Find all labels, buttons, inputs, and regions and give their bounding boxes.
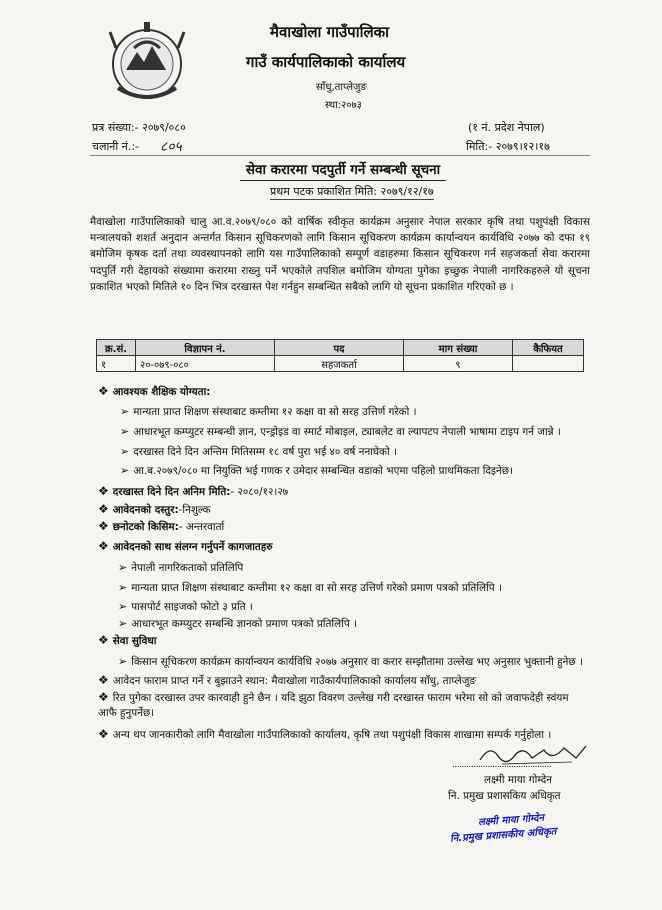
column-header: माग संख्या bbox=[404, 340, 513, 356]
table-row bbox=[97, 356, 584, 372]
signatory-title: नि. प्रमुख प्रशासकिय अधिकृत bbox=[448, 790, 561, 802]
deadline-label: दरखास्त दिने दिन अनिम मिति: bbox=[112, 486, 231, 498]
list-item-text: मान्यता प्राप्त शिक्षण संस्थाबाट कम्तीमा १२ कक्षा वा सो सरह उत्तिर्ण गरेको । bbox=[133, 406, 417, 418]
list-item-text: किसान सूचिकरण कार्यक्रम कार्यान्वयन कार्यविधि २०७७ अनुसार वा करार सम्झौतामा उल्लेख भए अनुसार भुक्तानी हुनेछ । bbox=[131, 656, 583, 668]
list-item bbox=[118, 616, 588, 632]
list-item bbox=[120, 424, 590, 440]
diamond-bullet-icon: ❖ bbox=[98, 484, 109, 498]
selection-value: - अन्तरवार्ता bbox=[178, 521, 225, 533]
stamp-title: नि.प्रमुख प्रशासकीय अधिकृत bbox=[449, 826, 557, 845]
list-item bbox=[118, 580, 588, 596]
diamond-bullet-icon: ❖ bbox=[98, 727, 109, 741]
signature-line: .......................................... bbox=[452, 760, 552, 770]
municipality-name: मैवाखोला गाउँपालिका bbox=[270, 23, 390, 41]
table-cell: ९ bbox=[404, 356, 513, 372]
notice-body: मैवाखोला गाउँपालिकाको चालु आ.व.२०७९/०८० को वार्षिक स्वीकृत कार्यक्रम अनुसार नेपाल सरकार कृषि तथा पशुपंक्षी विकास मन्त्रालयको शशर्त अनुदान अन्तर्गत किसान सूचिकरणको लागि किसान सूचिकरण कार्यक्रम कार्यान्वयन कार्यविधि २०७७ को दफा १९ बमोजिम कृषक दर्ता तथा व्यवस्थापनको लागि यस गाउँपालिकाको सम्पूर्ण वडाहरुमा किसान सूचिकरण गर्न सहजकर्ता सेवा करारमा पदपुर्ति गरी देहायको संख्यामा करारमा राख्नु पर्ने भएकोले तपशिल बमोजिम योग्यता पुगेका इच्छुक नेपाली नागरिकहरुले यो सूचना प्रकाशित भएको मितिले १० दिन भित्र दरखास्त पेश गर्नहुन सम्बन्धित सबैको लागि यो सूचना प्रकाशित गरिएको छ । bbox=[90, 216, 590, 293]
column-header: विज्ञापन नं. bbox=[136, 340, 275, 356]
list-item bbox=[120, 463, 590, 479]
letter-number: प्रत्र संख्या:- २०७९/०८० bbox=[92, 121, 186, 134]
table-header-row bbox=[97, 340, 584, 356]
note-text: आवेदन फाराम प्राप्त गर्ने र बुझाउने स्थान: मैवाखोला गाउँकार्यपालिकाको कार्यालय साँधु, ताप्लेजुङ bbox=[112, 675, 477, 687]
arrow-bullet-icon: ➢ bbox=[120, 464, 130, 477]
office-name: गाउँ कार्यपालिकाको कार्यालय bbox=[246, 53, 406, 71]
documents-heading bbox=[98, 539, 273, 555]
dispatch-number-label: चलानी नं.:- bbox=[92, 140, 140, 153]
list-item-text: नेपाली नागरिकताको प्रतिलिपि bbox=[131, 562, 244, 574]
selection-label: छनोटको किसिम: bbox=[112, 521, 179, 533]
list-item-text: आधारभूत कम्प्युटर सम्बन्धि ज्ञानको प्रमाण पत्रको प्रतिलिपि । bbox=[131, 618, 357, 630]
table-cell bbox=[513, 356, 584, 372]
stamp-name: लक्ष्मी माया गोम्देन bbox=[477, 812, 545, 829]
arrow-bullet-icon: ➢ bbox=[118, 655, 128, 668]
list-item bbox=[120, 404, 590, 420]
list-item bbox=[118, 599, 588, 615]
province-label: (१ नं. प्रदेश नेपाल) bbox=[468, 121, 545, 134]
fee-label: आवेदनको दस्तुर: bbox=[112, 504, 179, 516]
arrow-bullet-icon: ➢ bbox=[120, 445, 130, 458]
deadline-value: - २०८०/१२।२७ bbox=[230, 486, 289, 498]
table-cell: सहजकर्ता bbox=[275, 356, 404, 372]
list-item-text: आधारभूत कम्प्युटर सम्बन्धी ज्ञान, एन्ड्रोइड वा स्मार्ट मोबाइल, ट्याबलेट वा ल्यापटप नेपाली भाषामा टाइप गर्न जान्ने । bbox=[133, 426, 561, 438]
arrow-bullet-icon: ➢ bbox=[120, 405, 130, 418]
arrow-bullet-icon: ➢ bbox=[120, 425, 130, 438]
table-cell: १ bbox=[97, 356, 136, 372]
arrow-bullet-icon: ➢ bbox=[118, 581, 128, 594]
signatory-name: लक्ष्मी माया गोम्देन bbox=[484, 774, 552, 786]
facility-heading-text: सेवा सुविधा bbox=[112, 635, 157, 647]
header-divider bbox=[90, 155, 590, 156]
column-header: पद bbox=[275, 340, 404, 356]
established-year: स्था:२०७३ bbox=[325, 100, 362, 111]
fee-line bbox=[98, 502, 211, 518]
list-item bbox=[118, 560, 588, 576]
list-item-text: मान्यता प्राप्त शिक्षण संस्थाबाट कम्तीमा १२ कक्षा वा सो सरह उत्तिर्ण गरेको प्रमाण पत्रको प्रतिलिपि । bbox=[131, 582, 502, 594]
fee-value: -निशुल्क bbox=[178, 504, 211, 516]
note-text: अन्य थप जानकारीको लागि मैवाखोला गाउँपालिकाको कार्यालय, कृषि तथा पशुपंक्षी विकास शाखामा सम्पर्क गर्नुहोला । bbox=[112, 729, 552, 741]
nepal-emblem-logo bbox=[104, 18, 190, 108]
column-header: कैफियत bbox=[513, 340, 584, 356]
list-item bbox=[118, 654, 593, 670]
selection-line bbox=[98, 519, 224, 535]
notice-title-wrap bbox=[240, 160, 446, 181]
qualification-heading bbox=[98, 384, 210, 400]
list-item-text: पासपोर्ट साइजको फोटो ३ प्रति । bbox=[131, 601, 253, 613]
facility-heading bbox=[98, 633, 156, 649]
table-cell: २०-०७९-०८० bbox=[136, 356, 275, 372]
diamond-bullet-icon: ❖ bbox=[98, 633, 109, 647]
letter-date: मिति:- २०७९।१२।१७ bbox=[466, 140, 550, 153]
diamond-bullet-icon: ❖ bbox=[98, 673, 109, 687]
notice-title: सेवा करारमा पदपुर्ती गर्ने सम्बन्धी सूचना bbox=[240, 160, 446, 181]
diamond-bullet-icon: ❖ bbox=[98, 519, 109, 533]
column-header: क्र.सं. bbox=[97, 340, 136, 356]
list-item-text: आ.ब.२०७९/०८० मा नियुक्ति भई गणक र उमेदार सम्बन्धित वडाको भएमा पहिलो प्राथमिकता दिइनेछ। bbox=[133, 465, 514, 477]
note-text: रित पुगेका दरखास्त उपर कारवाही हुने छैन । यदि झुठा विवरण उल्लेख गरी दरखास्त फाराम भरेमा सो को जवाफदेही स्वंयम आफै हुनुपर्नेछ। bbox=[98, 692, 569, 719]
list-item bbox=[120, 444, 590, 460]
deadline-line bbox=[98, 484, 288, 500]
dispatch-number-handwritten: ८०५ bbox=[160, 139, 182, 155]
diamond-bullet-icon: ❖ bbox=[98, 539, 109, 553]
list-item-text: दरखास्त दिने दिन अन्तिम मितिसम्म १८ वर्ष पुरा भई ४० वर्ष ननाघेको । bbox=[133, 446, 397, 458]
arrow-bullet-icon: ➢ bbox=[118, 561, 128, 574]
arrow-bullet-icon: ➢ bbox=[118, 617, 128, 630]
qualification-heading-text: आवश्यक शैक्षिक योग्यता: bbox=[112, 386, 211, 398]
note-item bbox=[98, 690, 590, 721]
diamond-bullet-icon: ❖ bbox=[98, 502, 109, 516]
documents-heading-text: आवेदनको साथ संलग्न गर्नुपर्ने कागजातहरु bbox=[112, 541, 273, 553]
note-item bbox=[98, 673, 590, 689]
arrow-bullet-icon: ➢ bbox=[118, 600, 128, 613]
publication-date: प्रथम पटक प्रकाशित मिति: २०७९/१२/१७ bbox=[270, 185, 434, 198]
diamond-bullet-icon: ❖ bbox=[98, 384, 109, 398]
diamond-bullet-icon: ❖ bbox=[98, 690, 109, 704]
vacancy-table bbox=[96, 339, 584, 372]
office-address: साँधु,ताप्लेजुङ bbox=[316, 82, 367, 93]
